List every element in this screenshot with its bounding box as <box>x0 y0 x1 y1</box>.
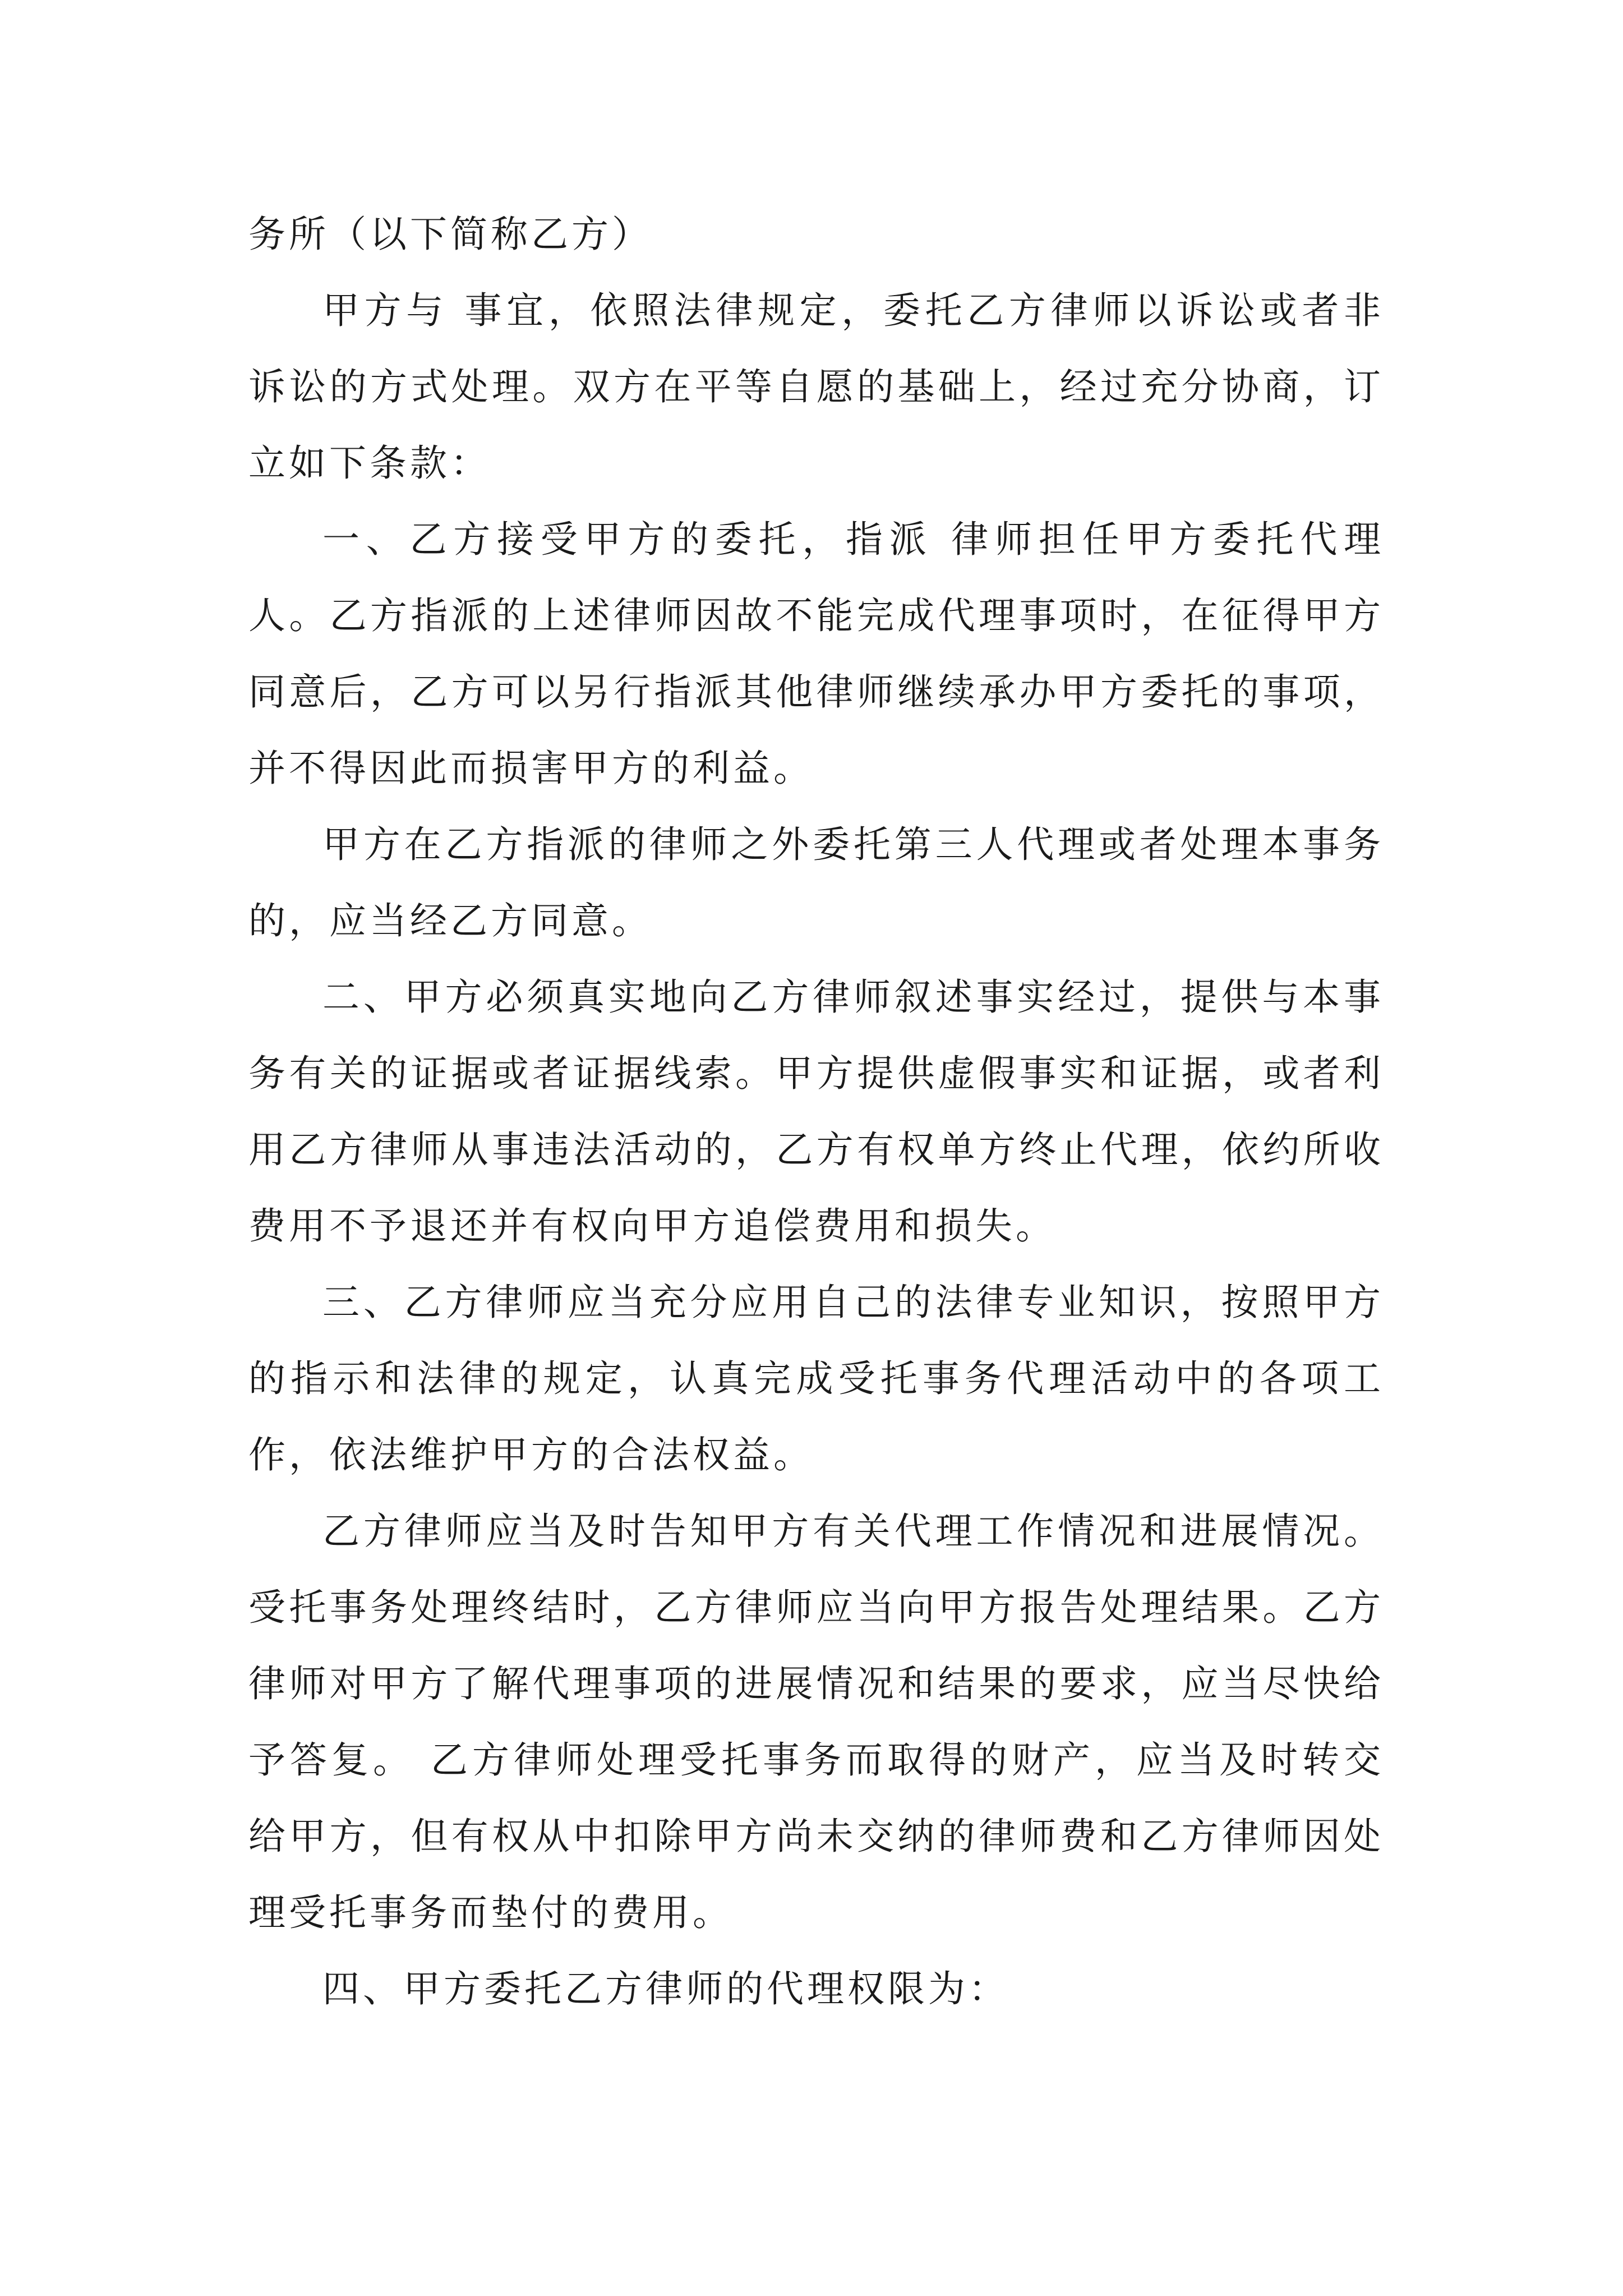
paragraph-third-party: 甲方在乙方指派的律师之外委托第三人代理或者处理本事务的，应当经乙方同意。 <box>248 823 1384 942</box>
paragraph-clause-1: 一、乙方接受甲方的委托，指派 律师担任甲方委托代理人。乙方指派的上述律师因故不能完成代理事项时，在征得甲方同意后，乙方可以另行指派其他律师继续承办甲方委托的事项，并不得因此而损害甲方的利益。 <box>248 518 1384 790</box>
paragraph-reporting: 乙方律师应当及时告知甲方有关代理工作情况和进展情况。受托事务处理终结时，乙方律师应当向甲方报告处理结果。乙方律师对甲方了解代理事项的进展情况和结果的要求，应当尽快给予答复。 乙方律师处理受托事务而取得的财产，应当及时转交给甲方，但有权从中扣除甲方尚未交纳的律师费和乙方律师因处理受托事务而垫付的费用。 <box>248 1510 1384 1934</box>
paragraph-firm-name: 务所（以下简称乙方） <box>248 213 652 256</box>
paragraph-clause-3: 三、乙方律师应当充分应用自己的法律专业知识，按照甲方的指示和法律的规定，认真完成受托事务代理活动中的各项工作，依法维护甲方的合法权益。 <box>248 1281 1384 1476</box>
paragraph-clause-2: 二、甲方必须真实地向乙方律师叙述事实经过，提供与本事务有关的证据或者证据线索。甲方提供虚假事实和证据，或者利用乙方律师从事违法活动的，乙方有权单方终止代理，依约所收费用不予退还并有权向甲方追偿费用和损失。 <box>248 976 1384 1248</box>
paragraph-clause-4: 四、甲方委托乙方律师的代理权限为： <box>322 1967 1009 2010</box>
paragraph-entrustment: 甲方与 事宜，依照法律规定，委托乙方律师以诉讼或者非诉讼的方式处理。双方在平等自愿的基础上，经过充分协商，订立如下条款： <box>248 289 1384 485</box>
document-body <box>248 196 1384 2027</box>
